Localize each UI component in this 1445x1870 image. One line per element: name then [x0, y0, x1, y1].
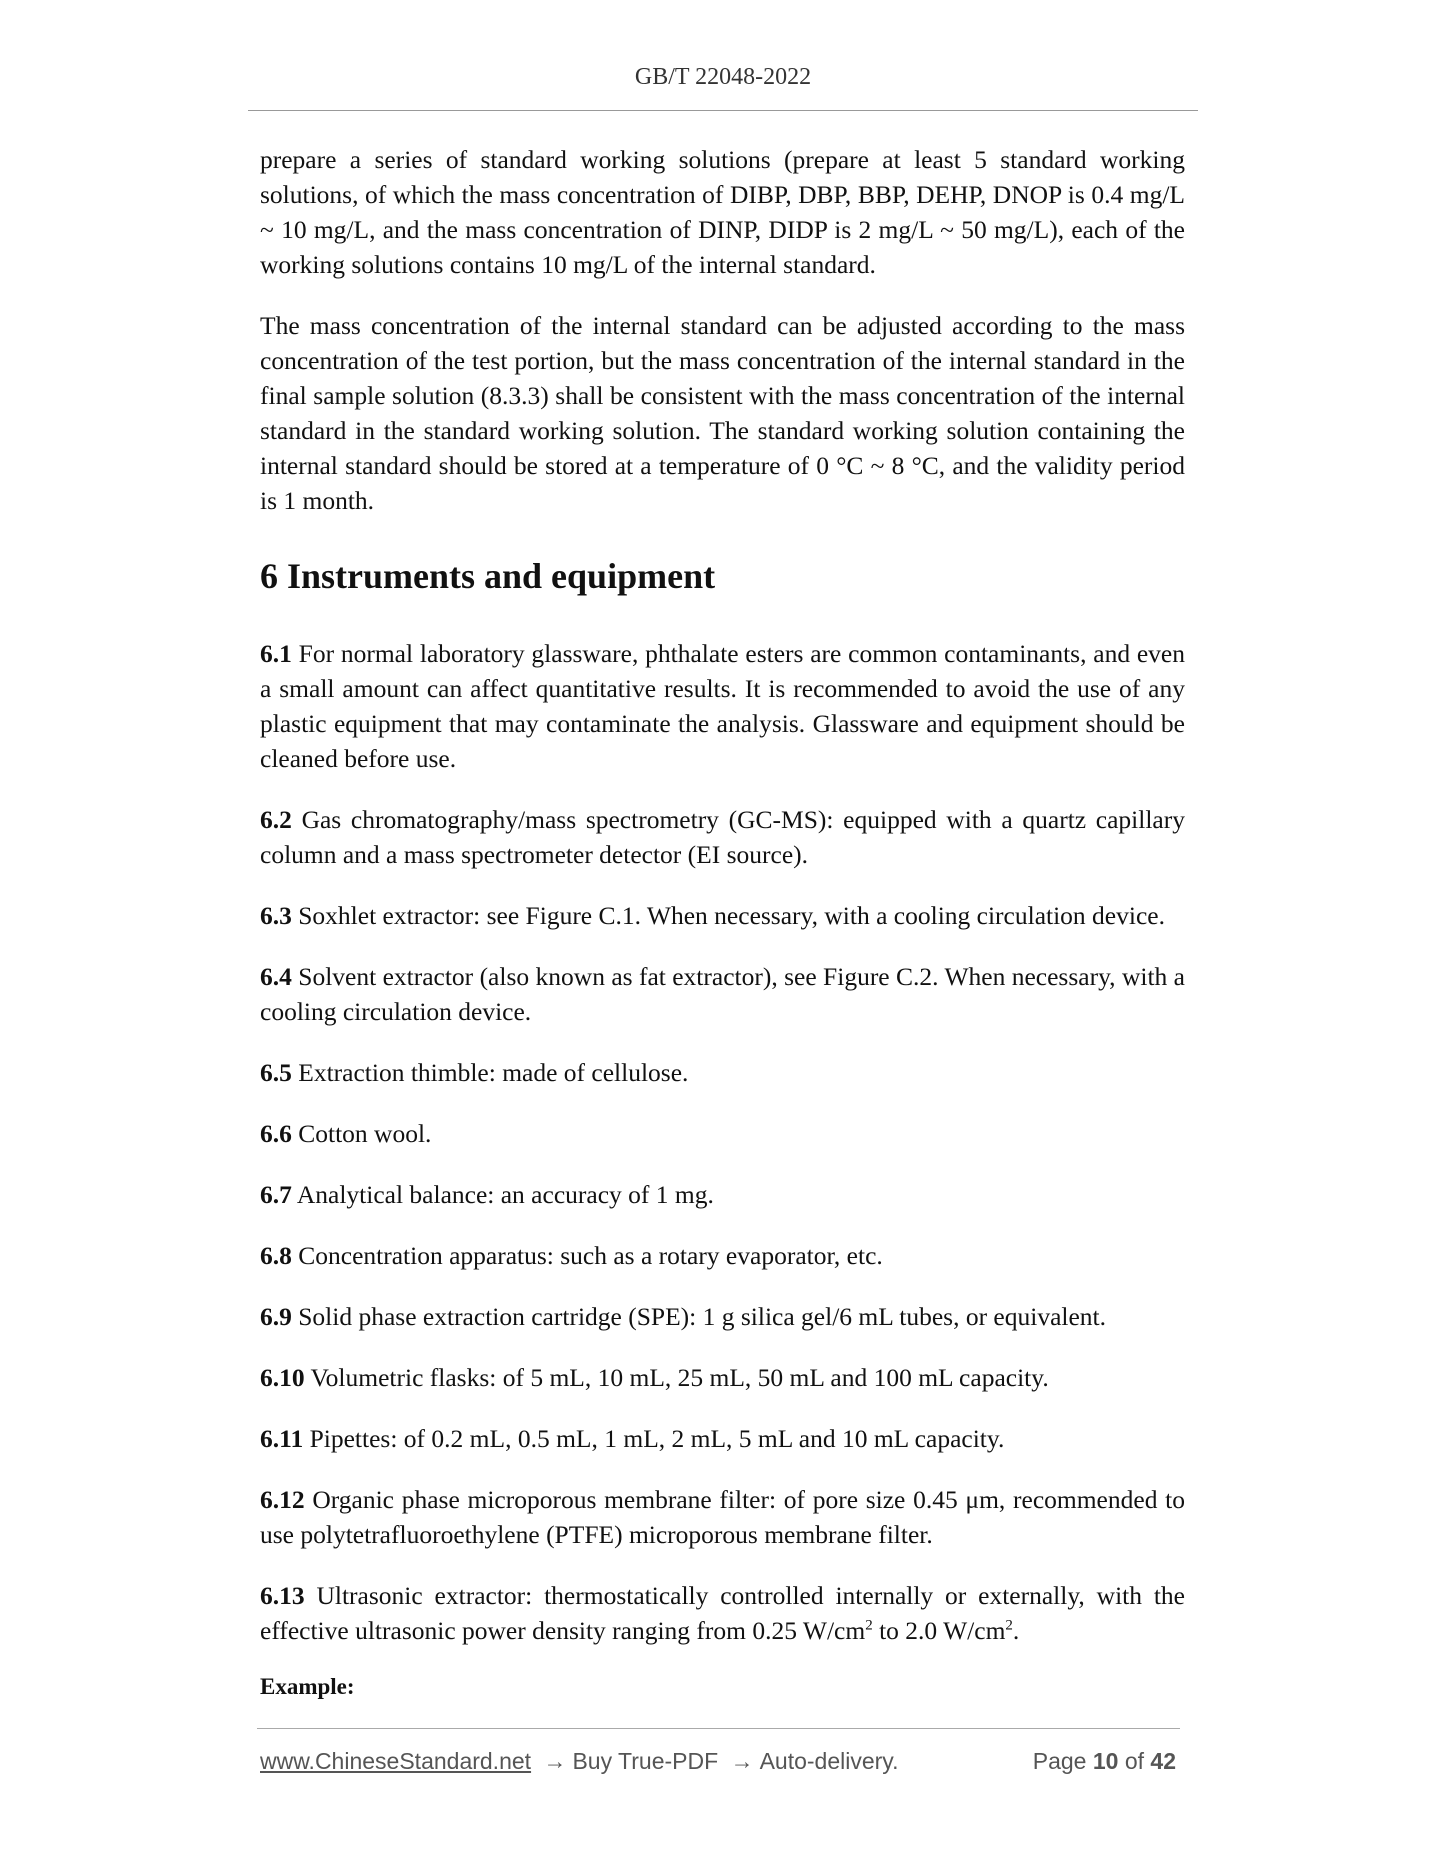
clause-number: 6.13: [260, 1581, 305, 1610]
clause-number: 6.7: [260, 1180, 292, 1209]
clause-text: Solid phase extraction cartridge (SPE): 1 g silica gel/6 mL tubes, or equivalent.: [291, 1302, 1107, 1331]
clause-text: .: [1012, 1616, 1020, 1645]
clause-text: Organic phase microporous membrane filter: of pore size 0.45 μm, recommended to use polytetrafluoroethylene (PTFE) microporous membrane filter.: [260, 1485, 1185, 1549]
footer-divider: [257, 1728, 1180, 1729]
buy-text: Buy True-PDF: [572, 1748, 719, 1774]
example-label: Example:: [260, 1674, 355, 1699]
clause-number: 6.6: [260, 1119, 292, 1148]
clause-text: Gas chromatography/mass spectrometry (GC-MS): equipped with a quartz capillary column and a mass spectrometer detector (EI source).: [260, 805, 1185, 869]
clause-6-7: [260, 1177, 1185, 1212]
clause-text: Cotton wool.: [291, 1119, 432, 1148]
clause-text: Soxhlet extractor: see Figure C.1. When necessary, with a cooling circulation device.: [291, 901, 1165, 930]
clause-6-9: [260, 1299, 1185, 1334]
clause-6-4: [260, 959, 1185, 1029]
footer-promo: [260, 1748, 898, 1775]
clause-text: Extraction thimble: made of cellulose.: [291, 1058, 689, 1087]
clause-6-6: [260, 1116, 1185, 1151]
page-header: GB/T 22048-2022: [634, 64, 812, 90]
clause-6-2: [260, 802, 1185, 872]
clause-6-13: [260, 1578, 1185, 1648]
page-label: Page: [1032, 1748, 1087, 1774]
clause-6-8: [260, 1238, 1185, 1273]
arrow-icon: →: [730, 1748, 754, 1774]
clause-number: 6.10: [260, 1363, 305, 1392]
clause-number: 6.8: [260, 1241, 292, 1270]
superscript: 2: [865, 1617, 873, 1634]
section-heading: 6 Instruments and equipment: [260, 556, 716, 596]
clause-number: 6.12: [260, 1485, 305, 1514]
arrow-icon: →: [543, 1748, 567, 1774]
clause-number: 6.1: [260, 639, 292, 668]
clause-text: Pipettes: of 0.2 mL, 0.5 mL, 1 mL, 2 mL, 5 mL and 10 mL capacity.: [303, 1424, 1005, 1453]
clause-text: Concentration apparatus: such as a rotary evaporator, etc.: [291, 1241, 883, 1270]
clause-number: 6.9: [260, 1302, 292, 1331]
clause-text: Volumetric flasks: of 5 mL, 10 mL, 25 mL, 50 mL and 100 mL capacity.: [304, 1363, 1049, 1392]
clause-6-3: [260, 898, 1185, 933]
clause-text: Solvent extractor (also known as fat extractor), see Figure C.2. When necessary, with a cooling circulation device.: [260, 962, 1185, 1026]
clause-list: [260, 636, 1185, 1552]
page-number: [1033, 1748, 1176, 1775]
clause-6-11: [260, 1421, 1185, 1456]
clause-text: Analytical balance: an accuracy of 1 mg.: [291, 1180, 714, 1209]
document-body: [260, 142, 1185, 1700]
site-link[interactable]: www.ChineseStandard.net: [260, 1748, 532, 1774]
clause-number: 6.5: [260, 1058, 292, 1087]
clause-6-5: [260, 1055, 1185, 1090]
clause-text: to 2.0 W/cm: [872, 1616, 1006, 1645]
clause-number: 6.4: [260, 962, 292, 991]
page-footer: [260, 1748, 1180, 1782]
page-of: of: [1124, 1748, 1145, 1774]
superscript: 2: [1005, 1617, 1013, 1634]
clause-number: 6.11: [260, 1424, 304, 1453]
page-current: 10: [1092, 1748, 1119, 1774]
clause-number: 6.2: [260, 805, 292, 834]
intro-paragraph-2: The mass concentration of the internal standard can be adjusted according to the mass concentration of the test portion, but the mass concentration of the internal standard in the final sample solution (8.3.3) shall be consistent with the mass concentration of the internal standard in the standard working solution. The standard working solution containing the internal standard should be stored at a temperature of 0 °C ~ 8 °C, and the validity period is 1 month.: [260, 311, 1185, 515]
intro-paragraph-1: prepare a series of standard working solutions (prepare at least 5 standard working solutions, of which the mass concentration of DIBP, DBP, BBP, DEHP, DNOP is 0.4 mg/L ~ 10 mg/L, and the mass concentration of DINP, DIDP is 2 mg/L ~ 50 mg/L), each of the working solutions contains 10 mg/L of the internal standard.: [260, 145, 1185, 279]
page-total: 42: [1150, 1748, 1176, 1774]
header-divider: [248, 110, 1198, 111]
clause-text: Ultrasonic extractor: thermostatically controlled internally or externally, with the effective ultrasonic power density ranging from 0.25 W/cm: [260, 1581, 1185, 1645]
delivery-text: Auto-delivery.: [759, 1748, 899, 1774]
clause-6-12: [260, 1482, 1185, 1552]
clause-text: For normal laboratory glassware, phthalate esters are common contaminants, and even a small amount can affect quantitative results. It is recommended to avoid the use of any plastic equipment that may contaminate the analysis. Glassware and equipment should be cleaned before use.: [260, 639, 1185, 773]
clause-6-10: [260, 1360, 1185, 1395]
clause-6-1: [260, 636, 1185, 776]
clause-number: 6.3: [260, 901, 292, 930]
